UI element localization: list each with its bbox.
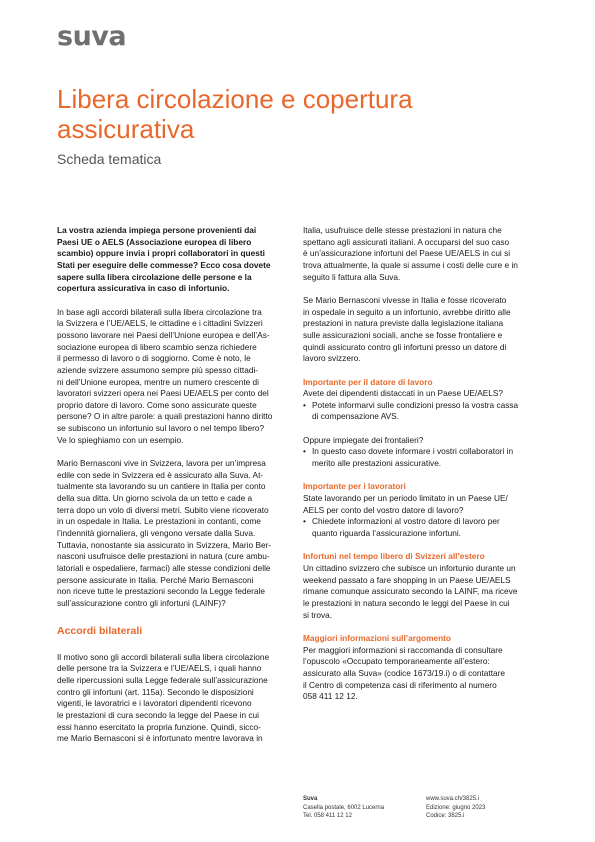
intro-paragraph: La vostra azienda impiega persone provenienti dai Paesi UE o AELS (Associazione europea di libero scambio) oppure invia i propri collaboratori in questi Stati per eseguire delle commesse? Ecco cosa dovete sapere sulla libera circolazione delle persone e la copertura assicurativa in caso di infortunio. xyxy=(57,225,271,294)
section-heading-workers: Importante per i lavoratori xyxy=(303,481,406,492)
question-seconded: Avete dei dipendenti distaccati in un Paese UE/AELS? xyxy=(303,388,504,399)
footer-url[interactable]: www.suva.ch/3825.i xyxy=(426,796,480,802)
footer-org: Suva xyxy=(303,796,318,802)
bullet-ask-employer: • Chiedete informazioni al vostro datore di lavoro per quanto riguarda l’assicurazione infortuni. xyxy=(303,516,543,539)
paragraph-free-movement: In base agli accordi bilaterali sulla libera circolazione tra la Svizzera e l’UE/AELS, le cittadine e i cittadini Svizzeri possono lavorare nei Paesi dell’Unione europea e dell’As- sociazione europea di libero scambio senza richiedere il permesso di lavoro o di soggiorno. Come è noto, le aziende svizzere assumono sempre più spesso cittadi- ni dell’Unione europea, mentre un numero crescente di lavoratori svizzeri opera nei Paesi UE/AELS per conto del proprio datore di lavoro. Come sono assicurate queste persone? O in altre parole: a quali prestazioni hanno diritto se subiscono un infortunio sul lavoro o nel tempo libero? Ve lo spieghiamo con un esempio. xyxy=(57,306,273,445)
paragraph-cross-border: Se Mario Bernasconi vivesse in Italia e fosse ricoverato in ospedale in seguito a un infortunio, avrebbe diritto alle prestazioni in natura previste dalla legislazione italiana sulle assicurazioni sociali, anche se fosse frontaliere e quindi assicurato contro gli infortuni presso un datore di lavoro svizzero. xyxy=(303,294,511,364)
paragraph-more-info: Per maggiori informazioni si raccomanda di consultare l’opuscolo «Occupato temporaneamente all’estero: assicurato alla Suva» (codice 1673/19.i) o di contattare il Centro di competenza casi di riferimento al numero 058 411 12 12. xyxy=(303,644,506,702)
section-heading-more-info: Maggiori informazioni sull’argomento xyxy=(303,632,451,643)
suva-logo: suva xyxy=(57,21,127,52)
paragraph-leisure: Un cittadino svizzero che subisce un infortunio durante un weekend passato a fare shopping in un Paese UE/AELS rimane comunque assicurato secondo la LAINF, ma riceve le prestazioni in natura secondo le leggi del Paese in cui si trova. xyxy=(303,562,518,620)
footer-edition: Edizione: giugno 2023 xyxy=(426,804,486,811)
footer-meta xyxy=(426,795,485,821)
paragraph-example: Mario Bernasconi vive in Svizzera, lavora per un’impresa edile con sede in Svizzera ed è assicurato alla Suva. At- tualmente sta lavorando su un cantiere in Italia per conto della sua ditta. Un giorno scivola da un tetto e cade a terra dopo un volo di diversi metri. Subito viene ricoverato in un ospedale in Italia. Le prestazioni in contanti, come l’indennità giornaliera, gli vengono versate dalla Suva. Tuttavia, nonostante sia assicurato in Svizzera, Mario Ber- nasconi usufruisce delle prestazioni in natura (cure ambu- latoriali e ospedaliere, farmaci) alle stesse condizioni delle persone assicurate in Italia. Perché Mario Bernasconi non riceve tutte le prestazioni secondo la Legge federale sull’assicurazione contro gli infortuni (LAINF)? xyxy=(57,458,272,608)
question-temporary: State lavorando per un periodo limitato in un Paese UE/ AELS per conto del vostro datore di lavoro? xyxy=(303,493,508,515)
footer-contact xyxy=(303,795,384,821)
paragraph-bilateral: Il motivo sono gli accordi bilaterali sulla libera circolazione delle persone tra la Svizzera e l’UE/AELS, i quali hanno delle ripercussioni sulla Legge federale sull’assicurazione contro gli infortuni (art. 115a). Secondo le disposizioni vigenti, le lavoratrici e i lavoratori dipendenti ricevono le prestazioni di cura secondo la legge del Paese in cui essi hanno esercitato la propria funzione. Quindi, sicco- me Mario Bernasconi si è infortunato mentre lavorava in xyxy=(57,651,270,744)
bullet-inform: • In questo caso dovete informare i vostri collaboratori in merito alle prestazioni assicurative. xyxy=(303,446,543,469)
left-column xyxy=(57,225,297,757)
bullet-avs: • Potete informarvi sulle condizioni presso la vostra cassa di compensazione AVS. xyxy=(303,400,543,423)
page-subtitle: Scheda tematica xyxy=(57,151,162,167)
footer-phone: Tel. 058 411 12 12 xyxy=(303,813,352,819)
section-heading-bilateral: Accordi bilaterali xyxy=(57,624,143,637)
section-heading-employer: Importante per il datore di lavoro xyxy=(303,376,433,387)
section-heading-leisure: Infortuni nel tempo libero di Svizzeri all’estero xyxy=(303,551,485,562)
footer-address: Casella postale, 6002 Lucerna xyxy=(303,804,385,811)
right-column xyxy=(303,225,543,714)
footer-code: Codice: 3825.i xyxy=(426,813,465,819)
page-title: Libera circolazione e copertura assicurativa xyxy=(57,84,413,144)
question-frontier: Oppure impiegate dei frontalieri? xyxy=(303,434,424,445)
paragraph-italy-benefits: Italia, usufruisce delle stesse prestazioni in natura che spettano agli assicurati italiani. A occuparsi del suo caso è un’assicurazione infortuni del Paese UE/AELS in cui si trova attualmente, la quale si assume i costi delle cure e in seguito li fattura alla Suva. xyxy=(303,225,518,282)
